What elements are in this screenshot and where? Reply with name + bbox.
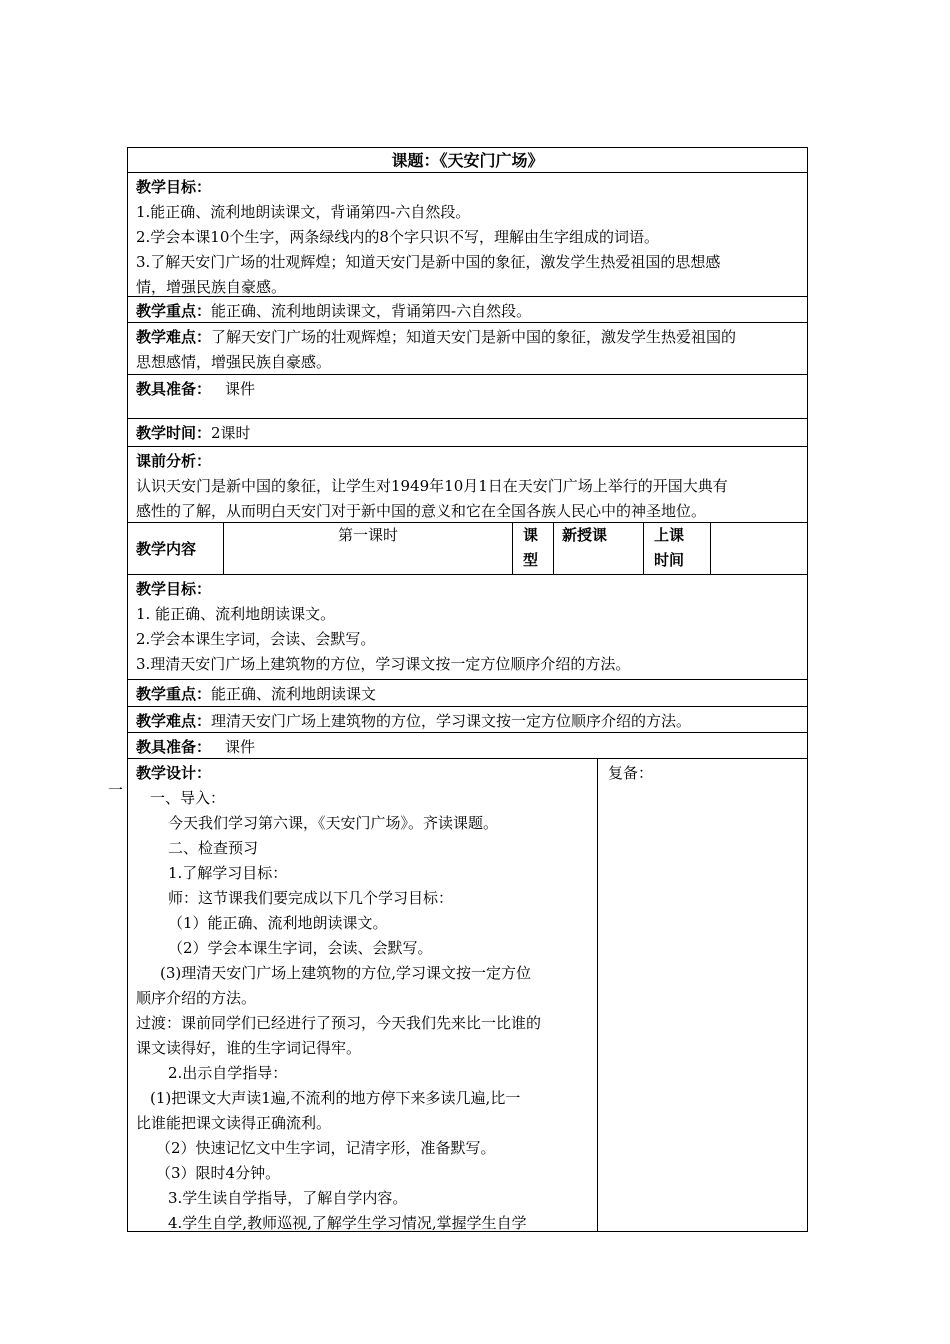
lesson-tools-row [127, 733, 808, 759]
design-line: 今天我们学习第六课，《天安门广场》。齐读课题。 [168, 814, 499, 832]
design-line: 一、导入： [150, 789, 226, 807]
design-line: (1)把课文大声读1遍,不流利的地方停下来多读几遍,比一 [150, 1089, 521, 1107]
time-row [127, 419, 808, 447]
type-label-cell [513, 523, 554, 574]
lesson-difficulty-text: 理清天安门广场上建筑物的方位，学习课文按一定方位顺序介绍的方法。 [211, 712, 692, 730]
design-line: 4.学生自学,教师巡视,了解学生学习情况,掌握学生自学 [168, 1214, 527, 1232]
design-row [127, 759, 808, 1232]
goal-item: 2.学会本课10个生字，两条绿线内的8个字只识不写，理解由生字组成的词语。 [136, 228, 659, 246]
lesson-tools-label: 教具准备： [136, 738, 212, 756]
design-cell [128, 759, 598, 1231]
design-line: 过渡：课前同学们已经进行了预习，今天我们先来比一比谁的 [136, 1014, 542, 1032]
tools-row [127, 375, 808, 419]
lesson-tools-text: 课件 [225, 738, 256, 756]
class-time-label-2: 时间 [654, 551, 685, 569]
time-text: 2课时 [211, 424, 251, 442]
review-notes-label: 复备： [608, 764, 654, 782]
lesson-goal-item: 1. 能正确、流利地朗读课文。 [136, 605, 336, 623]
difficulty-text: 了解天安门广场的壮观辉煌；知道天安门是新中国的象征，激发学生热爱祖国的 [211, 328, 737, 346]
design-line: （2）学会本课生字词，会读、会默写。 [168, 939, 433, 957]
lesson-difficulty-row [127, 707, 808, 733]
lesson-goals-label: 教学目标： [136, 580, 212, 598]
goal-item: 3.了解天安门广场的壮观辉煌；知道天安门是新中国的象征，激发学生热爱祖国的思想感 [136, 253, 721, 271]
content-label: 教学内容 [136, 540, 197, 558]
margin-mark: 一 [108, 781, 124, 799]
lesson-header-row [127, 523, 808, 575]
key-point-row [127, 297, 808, 323]
goal-item: 1.能正确、流利地朗读课文，背诵第四-六自然段。 [136, 203, 471, 221]
lesson-plan-table [127, 147, 808, 1232]
class-time-label: 上课 [654, 526, 685, 544]
difficulty-label: 教学难点： [136, 328, 212, 346]
analysis-text: 感性的了解，从而明白天安门对于新中国的意义和它在全国各族人民心中的神圣地位。 [136, 502, 707, 520]
goal-item: 情，增强民族自豪感。 [136, 278, 287, 296]
design-line: （2）快速记忆文中生字词，记清字形，准备默写。 [156, 1139, 496, 1157]
goals-label: 教学目标： [136, 178, 212, 196]
lesson-difficulty-label: 教学难点： [136, 712, 212, 730]
title-row [127, 147, 808, 173]
analysis-text: 认识天安门是新中国的象征，让学生对1949年10月1日在天安门广场上举行的开国大典有 [136, 477, 728, 495]
type-value: 新授课 [562, 526, 608, 544]
design-line: 比谁能把课文读得正确流利。 [136, 1114, 332, 1132]
tools-label: 教具准备： [136, 380, 212, 398]
lesson-goals-row [127, 575, 808, 680]
design-line: 顺序介绍的方法。 [136, 989, 257, 1007]
lesson-name: 第一课时 [337, 526, 398, 544]
lesson-goal-item: 3.理清天安门广场上建筑物的方位，学习课文按一定方位顺序介绍的方法。 [136, 655, 631, 673]
design-line: 2.出示自学指导： [168, 1064, 288, 1082]
design-label: 教学设计： [136, 764, 212, 782]
class-time-label-cell [644, 523, 711, 574]
lesson-key-row [127, 680, 808, 707]
design-line: （1）能正确、流利地朗读课文。 [168, 914, 388, 932]
key-text: 能正确、流利地朗读课文，背诵第四-六自然段。 [211, 302, 532, 320]
design-line: 1.了解学习目标： [168, 864, 288, 882]
content-label-cell [128, 523, 224, 574]
type-value-cell [554, 523, 644, 574]
design-line: （3）限时4分钟。 [156, 1164, 281, 1182]
design-line: 课文读得好，谁的生字词记得牢。 [136, 1039, 362, 1057]
difficulty-text-cont: 思想感情，增强民族自豪感。 [136, 353, 332, 371]
difficulty-row [127, 323, 808, 375]
key-label: 教学重点： [136, 302, 212, 320]
overall-goals-row [127, 173, 808, 297]
analysis-row [127, 447, 808, 523]
type-label: 课 [523, 526, 539, 544]
lesson-key-label: 教学重点： [136, 685, 212, 703]
design-line: (3)理清天安门广场上建筑物的方位,学习课文按一定方位 [160, 964, 532, 982]
time-label: 教学时间： [136, 424, 212, 442]
design-line: 3.学生读自学指导，了解自学内容。 [168, 1189, 408, 1207]
design-line: 师：这节课我们要完成以下几个学习目标： [168, 889, 454, 907]
tools-text: 课件 [225, 380, 256, 398]
lesson-goal-item: 2.学会本课生字词，会读、会默写。 [136, 630, 376, 648]
analysis-label: 课前分析： [136, 452, 212, 470]
class-time-value-cell [711, 523, 807, 574]
lesson-name-cell [224, 523, 513, 574]
design-line: 二、检查预习 [168, 839, 259, 857]
page-title: 课题：《天安门广场》 [391, 151, 544, 170]
lesson-key-text: 能正确、流利地朗读课文 [211, 685, 377, 703]
review-notes-cell [598, 759, 807, 1231]
type-label-2: 型 [523, 551, 539, 569]
